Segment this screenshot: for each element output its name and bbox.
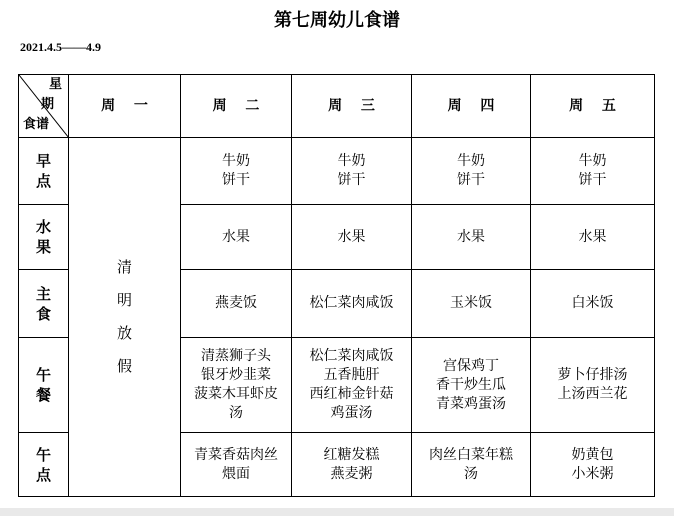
dish-line: 饼干 (222, 172, 250, 188)
dish-line: 牛奶 (457, 153, 485, 169)
holiday-char: 假 (116, 357, 132, 375)
cell-wed-staple (292, 270, 412, 338)
meal-label-char: 午 (35, 445, 51, 464)
date-range: 2021.4.5——4.9 (20, 40, 101, 54)
meal-label-char: 果 (35, 238, 51, 256)
cell-fri-breakfast (531, 138, 655, 205)
dish-line: 牛奶 (337, 153, 366, 169)
dish-line: 肉丝白菜年糕 (429, 446, 513, 463)
meal-text-fruit (19, 217, 68, 257)
dish-line: 松仁菜肉咸饭 (309, 348, 394, 364)
meal-label-snack (19, 433, 69, 497)
dish-line: 饼干 (457, 172, 485, 188)
corner-header-cell (19, 75, 69, 138)
meal-text-staple (19, 284, 68, 324)
cell-fri-fruit (531, 205, 655, 270)
meal-text-breakfast (19, 151, 68, 191)
day-header-mon: 周 一 (69, 75, 181, 138)
dish-line: 小米粥 (571, 465, 614, 482)
cell-wed-snack (292, 433, 412, 497)
day-header-tue: 周 二 (181, 75, 292, 138)
dish-line: 青菜香菇肉丝 (194, 446, 278, 463)
cell-wed-fruit (292, 205, 412, 270)
cell-thu-breakfast (412, 138, 531, 205)
cell-tue-snack (181, 433, 292, 497)
meal-label-char: 午 (35, 366, 51, 384)
dish-line: 水果 (457, 228, 485, 245)
dish-line: 香干炒生瓜 (436, 376, 506, 393)
dish-line: 煨面 (222, 465, 250, 482)
dish-line: 牛奶 (222, 153, 250, 169)
meal-label-char: 食 (35, 304, 51, 323)
meal-label-lunch (19, 338, 69, 433)
dish-line: 五香肫肝 (323, 367, 380, 383)
meal-label-breakfast (19, 138, 69, 205)
menu-table (18, 74, 655, 497)
dish-line: 奶黄包 (571, 446, 614, 463)
meal-text-lunch (19, 365, 68, 405)
dish-line: 西红柿金针菇 (309, 386, 394, 402)
meal-label-staple (19, 270, 69, 338)
meal-label-char: 点 (35, 172, 51, 190)
cell-tue-fruit (181, 205, 292, 270)
holiday-char: 清 (116, 258, 132, 276)
dish-line: 汤 (229, 405, 243, 421)
dish-line: 萝卜仔排汤 (557, 367, 628, 383)
meal-text-snack (19, 445, 68, 485)
cell-thu-staple (412, 270, 531, 338)
meal-label-char: 早 (35, 152, 51, 170)
cell-wed-lunch (292, 338, 412, 433)
corner-label-period: 期 (41, 97, 55, 112)
cell-thu-lunch (412, 338, 531, 433)
dish-line: 菠菜木耳虾皮 (194, 386, 278, 402)
holiday-char: 明 (116, 291, 132, 309)
dish-line: 水果 (337, 228, 366, 245)
cell-tue-staple (181, 270, 292, 338)
dish-line: 燕麦粥 (330, 465, 373, 482)
dish-line: 水果 (222, 228, 250, 245)
cell-thu-snack (412, 433, 531, 497)
dish-line: 燕麦饭 (215, 295, 257, 311)
day-header-thu: 周 四 (412, 75, 531, 138)
header-row (19, 75, 655, 138)
dish-line: 鸡蛋汤 (330, 405, 373, 421)
meal-label-char: 餐 (35, 386, 51, 404)
dish-line: 松仁菜肉咸饭 (309, 295, 394, 311)
page-bottom-edge (0, 508, 674, 516)
holiday-cell-mon (69, 138, 181, 497)
corner-label-menu: 食谱 (23, 117, 50, 132)
dish-line: 上汤西兰花 (557, 386, 628, 402)
page-title: 第七周幼儿食谱 (274, 10, 400, 31)
meal-label-char: 点 (35, 465, 51, 484)
holiday-char: 放 (116, 324, 132, 342)
day-header-wed: 周 三 (292, 75, 412, 138)
cell-fri-snack (531, 433, 655, 497)
dish-line: 红糖发糕 (323, 446, 380, 463)
cell-wed-breakfast (292, 138, 412, 205)
dish-line: 水果 (578, 228, 607, 245)
dish-line: 清蒸狮子头 (201, 348, 271, 364)
cell-fri-staple (531, 270, 655, 338)
cell-fri-lunch (531, 338, 655, 433)
dish-line: 青菜鸡蛋汤 (436, 395, 506, 412)
dish-line: 银牙炒韭菜 (201, 367, 271, 383)
meal-label-char: 主 (35, 284, 51, 303)
cell-tue-breakfast (181, 138, 292, 205)
meal-label-fruit (19, 205, 69, 270)
cell-tue-lunch (181, 338, 292, 433)
dish-line: 宫保鸡丁 (443, 357, 499, 374)
dish-line: 汤 (464, 465, 478, 482)
day-header-fri: 周 五 (531, 75, 655, 138)
row-breakfast (19, 138, 655, 205)
dish-line: 饼干 (337, 172, 366, 188)
meal-label-char: 水 (35, 218, 51, 236)
corner-label-week: 星 (48, 77, 62, 92)
dish-line: 玉米饭 (450, 295, 492, 311)
dish-line: 牛奶 (578, 153, 607, 169)
dish-line: 白米饭 (571, 295, 614, 311)
dish-line: 饼干 (578, 172, 607, 188)
cell-thu-fruit (412, 205, 531, 270)
